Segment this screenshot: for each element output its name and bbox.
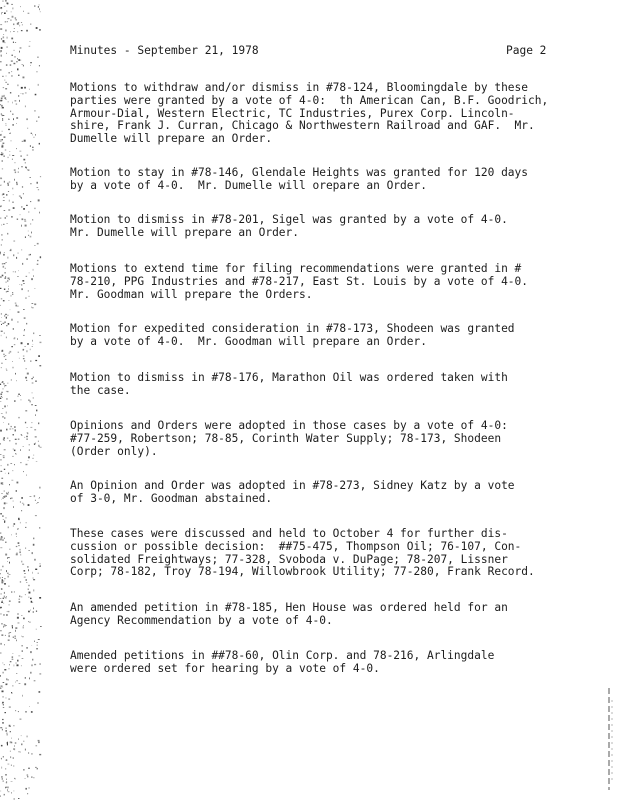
page-header	[70, 44, 560, 58]
text-line: solidated Freightways; 77-328, Svoboda v. DuPage; 78-207, Lissner	[70, 552, 508, 566]
paragraph-extend-time	[70, 263, 570, 301]
paragraph-hen-house	[70, 602, 570, 628]
paragraph-dismiss-sigel	[70, 214, 570, 240]
text-line: Agency Recommendation by a vote of 4-0.	[70, 613, 333, 627]
text-line: the case.	[70, 383, 131, 397]
scan-edge-noise	[0, 0, 44, 800]
text-line: were ordered set for hearing by a vote of 4-0.	[70, 661, 380, 675]
scan-margin-marks	[600, 0, 618, 800]
paragraph-dismiss-marathon	[70, 372, 570, 398]
text-line: An amended petition in #78-185, Hen House was ordered held for an	[70, 601, 508, 614]
text-line: Motion to dismiss in #78-176, Marathon Oil was ordered taken with	[70, 371, 508, 384]
minutes-date-heading: Minutes - September 21, 1978	[70, 44, 259, 57]
text-line: Armour-Dial, Western Electric, TC Industries, Purex Corp. Lincoln-	[70, 106, 515, 120]
text-line: These cases were discussed and held to October 4 for further dis-	[70, 527, 508, 540]
text-line: (Order only).	[70, 444, 158, 458]
text-line: Mr. Goodman will prepare the Orders.	[70, 287, 313, 301]
paragraph-expedited	[70, 323, 570, 349]
paragraph-opinions-adopted	[70, 420, 570, 458]
text-line: Opinions and Orders were adopted in those cases by a vote of 4-0:	[70, 419, 508, 432]
text-line: Motions to withdraw and/or dismiss in #78-124, Bloomingdale by these	[70, 81, 529, 94]
paragraph-amended-petitions	[70, 650, 570, 676]
paragraph-withdraw-motions	[70, 82, 570, 146]
text-line: #77-259, Robertson; 78-85, Corinth Water Supply; 78-173, Shodeen	[70, 431, 502, 445]
text-line: Motion to stay in #78-146, Glendale Heights was granted for 120 days	[70, 166, 529, 179]
text-line: Dumelle will prepare an Order.	[70, 132, 273, 146]
text-line: by a vote of 4-0. Mr. Dumelle will orepare an Order.	[70, 178, 427, 192]
text-line: Motion for expedited consideration in #78-173, Shodeen was granted	[70, 322, 515, 335]
text-line: An Opinion and Order was adopted in #78-273, Sidney Katz by a vote	[70, 479, 515, 492]
text-line: Motions to extend time for filing recommendations were granted in #	[70, 262, 522, 275]
paragraph-katz-opinion	[70, 480, 570, 506]
text-line: Corp; 78-182, Troy 78-194, Willowbrook Utility; 77-280, Frank Record.	[70, 565, 535, 579]
text-line: 78-210, PPG Industries and #78-217, East St. Louis by a vote of 4-0.	[70, 274, 529, 288]
page-number: Page 2	[506, 44, 547, 57]
text-line: Amended petitions in ##78-60, Olin Corp. and 78-216, Arlingdale	[70, 649, 495, 662]
text-line: Motion to dismiss in #78-201, Sigel was granted by a vote of 4-0.	[70, 213, 508, 226]
paragraph-stay-motion	[70, 167, 570, 193]
text-line: shire, Frank J. Curran, Chicago & Northwestern Railroad and GAF. Mr.	[70, 119, 535, 133]
text-line: Mr. Dumelle will prepare an Order.	[70, 225, 300, 239]
text-line: parties were granted by a vote of 4-0: th American Can, B.F. Goodrich,	[70, 93, 549, 107]
text-line: by a vote of 4-0. Mr. Goodman will prepare an Order.	[70, 334, 427, 348]
text-line: of 3-0, Mr. Goodman abstained.	[70, 491, 273, 505]
paragraph-cases-held	[70, 528, 570, 579]
text-line: cussion or possible decision: ##75-475, Thompson Oil; 76-107, Con-	[70, 539, 522, 553]
